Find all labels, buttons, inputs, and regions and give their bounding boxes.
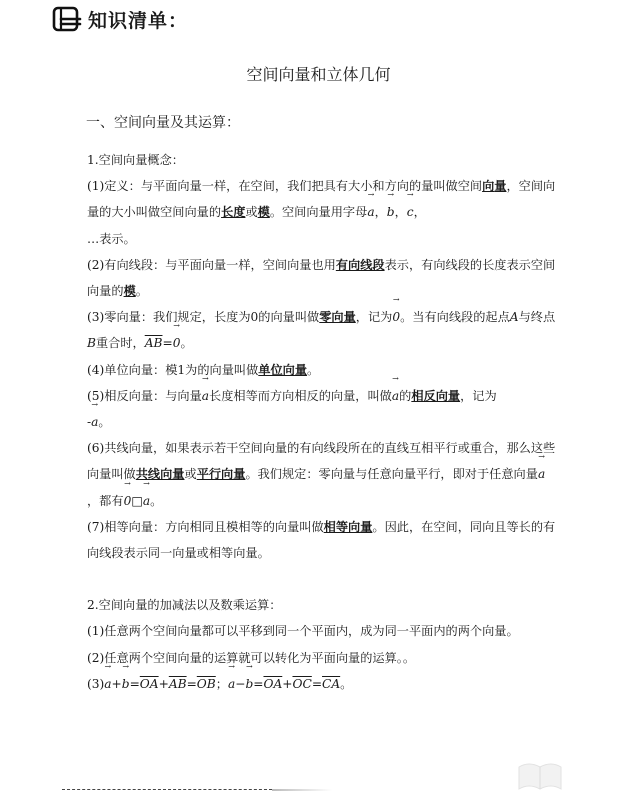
operation-item-2: (2)任意两个空间向量的运算就可以转化为平面向量的运算。。 [87, 650, 416, 665]
keyword: 相反向量 [411, 388, 461, 403]
directed-segment-paragraph: (2)有向线段：与平面向量一样，空间向量也用有向线段表示，有向线段的长度表示空间向量的模。 [87, 257, 556, 299]
vector-symbol: → a [104, 671, 111, 697]
part2-title: 2.空间向量的加减法以及数乘运算： [87, 598, 282, 613]
keyword: 零向量 [319, 310, 356, 325]
vector-symbol: → 0 [173, 330, 181, 356]
vector-symbol: → b [245, 671, 253, 697]
keyword: 量 [494, 179, 507, 194]
operation-item-1: (1)任意两个空间向量都可以平移到同一个平面内，成为同一平面内的两个向量。 [87, 624, 519, 639]
segment-vector: $\overline{AB}$ [168, 676, 187, 691]
collinear-vector-paragraph: (6)共线向量，如果表示若干空间向量的有向线段所在的直线互相平行或重合，那么这些向量叫做共线向量或平行向量。我们规定：零向量与任意向量平行，即对于任意向量→ a，都有→ 0□→ a。 [87, 435, 557, 514]
vector-symbol: → a [367, 199, 374, 225]
footer-fade [272, 789, 332, 791]
segment-vector: $\overline{OA}$ [139, 676, 159, 691]
segment-vector: $\overline{CA}$ [322, 676, 341, 691]
unit-vector-paragraph: (4)单位向量：模1为的向量叫做单位向量。 [87, 362, 320, 377]
segment-vector: $\overline{OB}$ [196, 676, 216, 691]
vector-symbol: → c [407, 199, 414, 225]
segment-vector: $\overline{AB}$ [144, 336, 163, 351]
equal-vector-paragraph: (7)相等向量：方向相同且模相等的向量叫做相等向量。因此，在空间，同向且等长的有向线段表示同一向量或相等向量。 [87, 519, 556, 561]
missing-glyph: □ [131, 493, 143, 508]
keyword: 单位向量 [258, 362, 308, 377]
part1-title: 1.空间向量概念： [87, 153, 184, 167]
vector-symbol: → 0 [392, 304, 400, 330]
operation-formula: $(3)\to a+\to b=\overline{OA}+\overline{AB}=\overline{OB}$；→ $a-\to b=\overline{OA}+\overline{OC}=\overline{CA}$。 [87, 671, 557, 697]
keyword: 模 [123, 284, 136, 299]
vector-symbol: → a [91, 409, 98, 435]
vector-symbol: → b [387, 199, 395, 225]
page-header [52, 4, 188, 34]
vector-symbol: → a [202, 383, 209, 409]
open-book-icon [515, 755, 565, 795]
segment-vector: $\overline{OA}$ [263, 676, 283, 691]
section-heading: 一、空间向量及其运算： [86, 115, 240, 131]
keyword: 平行向量 [196, 467, 246, 482]
keyword: 模 [257, 205, 270, 220]
zero-vector-paragraph: (3)零向量：我们规定，长度为0的向量叫做零向量，记为→ 0。当有向线段的起点A与终点B重合时，$\overline{AB}=\to 0$。 [87, 304, 557, 356]
document-body [87, 147, 557, 697]
keyword: 长度 [221, 205, 246, 220]
opposite-vector-paragraph: (5)相反向量：与向量→ a长度相等而方向相反的向量，叫做→ a的相反向量，记为 -→ a。 [87, 383, 557, 435]
vector-symbol: → a [538, 461, 545, 487]
vector-symbol: → b [122, 671, 130, 697]
vector-symbol: → a [228, 671, 235, 697]
keyword: 相等向量 [323, 519, 373, 534]
vector-symbol: → a [392, 383, 399, 409]
document-title: 空间向量和立体几何 [246, 65, 391, 84]
keyword: 共线向量 [135, 467, 185, 482]
header-title: 知识清单： [88, 9, 189, 32]
definition-paragraph: (1)定义：与平面向量一样，在空间，我们把具有大小和方向的量叫做空间向量，空间向量的大小叫做空间向量的长度或模。空间向量用字母→ a，→ b，→ c， …表示。 [87, 173, 557, 252]
keyword: 向 [482, 179, 495, 194]
vector-symbol: → 0 [124, 488, 132, 514]
book-icon [52, 5, 82, 33]
footer-dashed-line [62, 789, 272, 790]
vector-symbol: → a [143, 488, 150, 514]
keyword: 有向线段 [335, 257, 385, 272]
segment-vector: $\overline{OC}$ [292, 676, 312, 691]
